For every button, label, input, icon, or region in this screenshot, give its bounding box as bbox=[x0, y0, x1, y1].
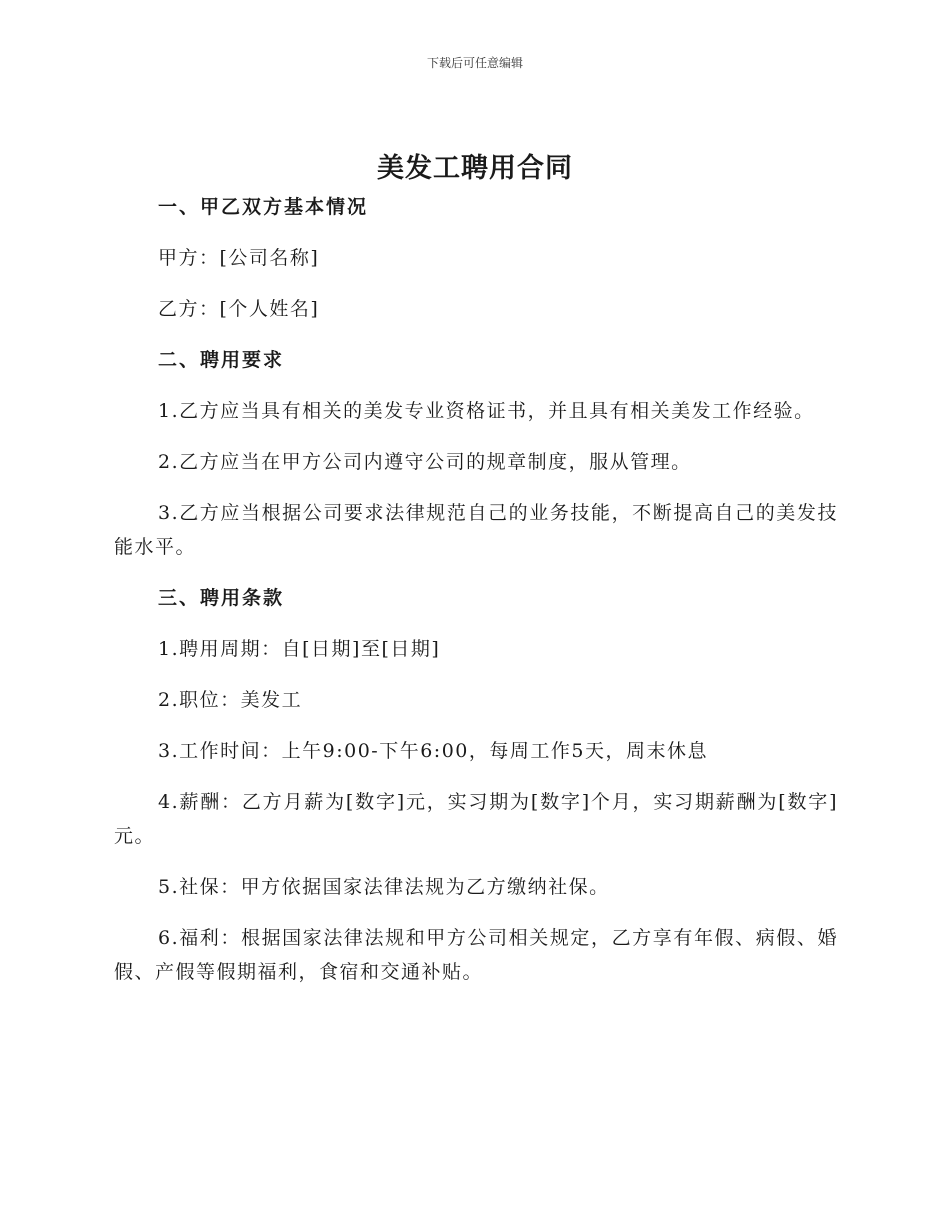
document-body bbox=[114, 190, 838, 1006]
section-heading-requirements: 二、聘用要求 bbox=[158, 349, 285, 371]
header-note: 下载后可任意编辑 bbox=[426, 56, 523, 70]
term-item: 2.职位：美发工 bbox=[158, 689, 303, 711]
requirement-item: 1.乙方应当具有相关的美发专业资格证书，并且具有相关美发工作经验。 bbox=[158, 400, 815, 422]
section-heading-basic-info: 一、甲乙双方基本情况 bbox=[158, 196, 369, 218]
requirement-item: 2.乙方应当在甲方公司内遵守公司的规章制度，服从管理。 bbox=[158, 451, 692, 473]
term-item: 4.薪酬：乙方月薪为[数字]元，实习期为[数字]个月，实习期薪酬为[数字]元。 bbox=[114, 791, 838, 847]
party-b-line: 乙方：[个人姓名] bbox=[158, 298, 320, 320]
section-heading-terms: 三、聘用条款 bbox=[158, 587, 285, 609]
term-item: 3.工作时间：上午9:00-下午6:00，每周工作5天，周末休息 bbox=[158, 740, 708, 762]
term-item: 6.福利：根据国家法律法规和甲方公司相关规定，乙方享有年假、病假、婚假、产假等假期福利，食宿和交通补贴。 bbox=[114, 927, 838, 983]
term-item: 5.社保：甲方依据国家法律法规为乙方缴纳社保。 bbox=[158, 876, 610, 898]
party-a-line: 甲方：[公司名称] bbox=[158, 247, 320, 269]
requirement-item: 3.乙方应当根据公司要求法律规范自己的业务技能，不断提高自己的美发技能水平。 bbox=[114, 502, 838, 558]
document-title: 美发工聘用合同 bbox=[377, 153, 573, 184]
term-item: 1.聘用周期：自[日期]至[日期] bbox=[158, 638, 441, 660]
